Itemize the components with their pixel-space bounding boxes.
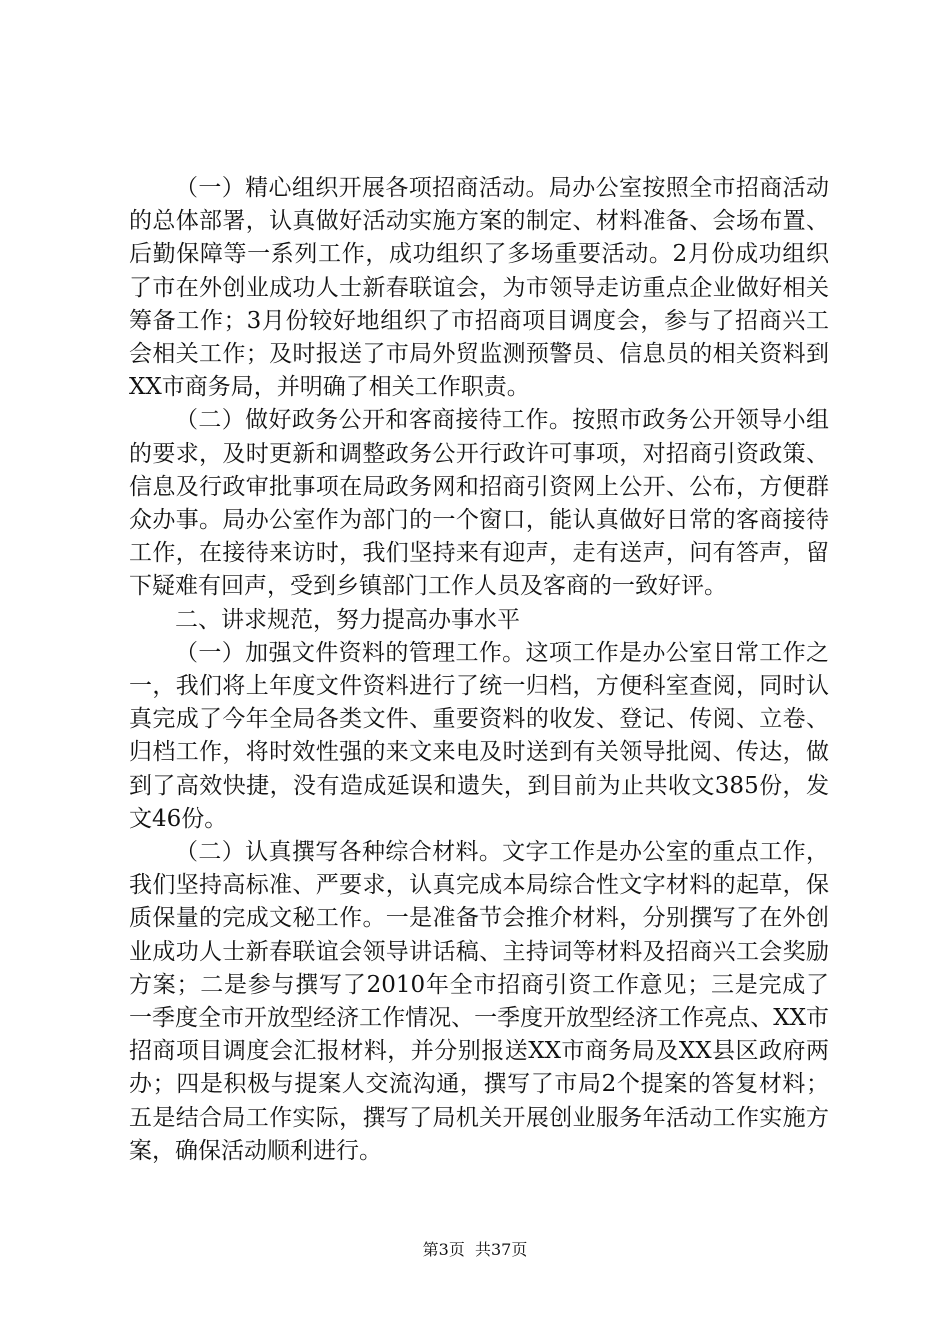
paragraph-section-2-item-2: （二）认真撰写各种综合材料。文字工作是办公室的重点工作，我们坚持高标准、严要求，认真完成本局综合性文字材料的起草，保质保量的完成文秘工作。一是准备节会推介材料，分别撰写了在外创业成功人士新春联谊会领导讲话稿、主持词等材料及招商兴工会奖励方案；二是参与撰写了2010年全市招商引资工作意见；三是完成了一季度全市开放型经济工作情况、一季度开放型经济工作亮点、XX市招商项目调度会汇报材料，并分别报送XX市商务局及XX县区政府两办；四是积极与提案人交流沟通，撰写了市局2个提案的答复材料；五是结合局工作实际，撰写了局机关开展创业服务年活动工作实施方案，确保活动顺利进行。 — [129, 839, 829, 1164]
paragraph-section-2-item-1: （一）加强文件资料的管理工作。这项工作是办公室日常工作之一，我们将上年度文件资料进行了统一归档，方便科室查阅，同时认真完成了今年全局各类文件、重要资料的收发、登记、传阅、立卷、归档工作，将时效性强的来文来电及时送到有关领导批阅、传达，做到了高效快捷，没有造成延误和遗失，到目前为止共收文385份，发文46份。 — [129, 639, 829, 832]
paragraph-section-1-item-1: （一）精心组织开展各项招商活动。局办公室按照全市招商活动的总体部署，认真做好活动实施方案的制定、材料准备、会场布置、后勤保障等一系列工作，成功组织了多场重要活动。2月份成功组织了市在外创业成功人士新春联谊会，为市领导走访重点企业做好相关筹备工作；3月份较好地组织了市招商项目调度会，参与了招商兴工会相关工作；及时报送了市局外贸监测预警员、信息员的相关资料到XX市商务局，并明确了相关工作职责。 — [129, 175, 829, 401]
page-number-footer: 第3页 共37页 — [422, 1240, 528, 1259]
paragraph-section-1-item-2: （二）做好政务公开和客商接待工作。按照市政务公开领导小组的要求，及时更新和调整政务公开行政许可事项，对招商引资政策、信息及行政审批事项在局政务网和招商引资网上公开、公布，方便群众办事。局办公室作为部门的一个窗口，能认真做好日常的客商接待工作，在接待来访时，我们坚持来有迎声，走有送声，问有答声，留下疑难有回声，受到乡镇部门工作人员及客商的一致好评。 — [129, 407, 829, 600]
section-heading-2: 二、讲求规范，努力提高办事水平 — [175, 606, 520, 633]
document-body — [129, 172, 829, 1168]
